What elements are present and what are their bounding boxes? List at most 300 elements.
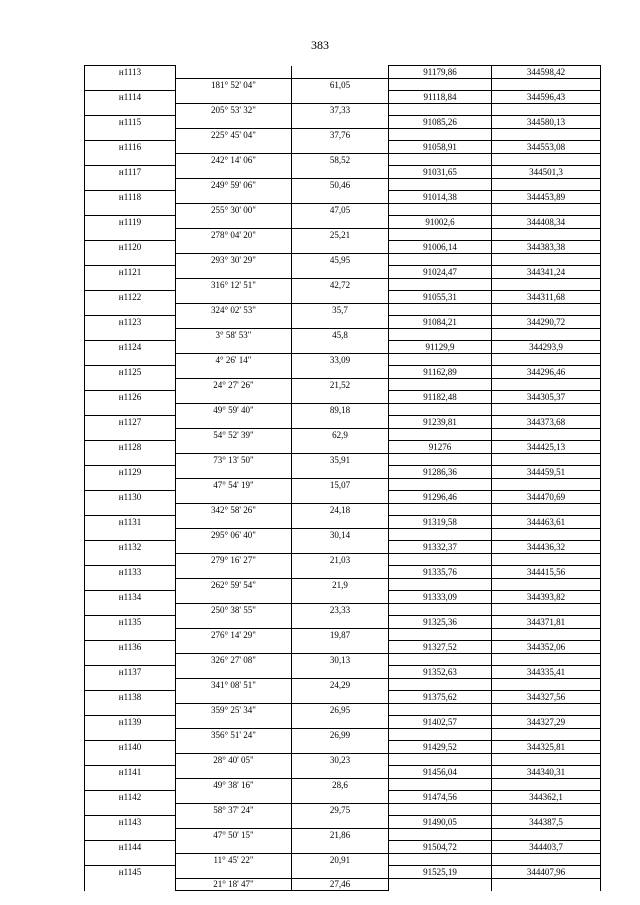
distance-cell: 62,9	[292, 428, 389, 441]
empty-angle-cell	[176, 91, 292, 104]
x-coordinate-cell: 91085,26	[389, 116, 492, 129]
segment-row	[85, 628, 601, 641]
x-coordinate-cell: 91006,14	[389, 241, 492, 254]
y-coordinate-cell: 344596,43	[492, 91, 601, 104]
point-name-cell: н1139	[85, 716, 176, 729]
segment-row	[85, 678, 601, 691]
y-coordinate-cell: 344436,32	[492, 541, 601, 554]
direction-angle-cell: 11° 45' 22"	[176, 853, 292, 866]
direction-angle-cell: 359° 25' 34"	[176, 703, 292, 716]
empty-distance-cell	[292, 716, 389, 729]
point-row	[85, 691, 601, 704]
empty-angle-cell	[176, 591, 292, 604]
direction-angle-cell: 3° 58' 53"	[176, 328, 292, 341]
empty-point-cell	[85, 103, 176, 116]
direction-angle-cell: 342° 58' 26"	[176, 503, 292, 516]
y-coordinate-cell: 344305,37	[492, 391, 601, 404]
point-name-cell: н1115	[85, 116, 176, 129]
point-name-cell: н1136	[85, 641, 176, 654]
empty-x-cell	[389, 353, 492, 366]
point-name-cell: н1137	[85, 666, 176, 679]
empty-x-cell	[389, 753, 492, 766]
distance-cell: 21,52	[292, 378, 389, 391]
point-name-cell: н1126	[85, 391, 176, 404]
empty-x-cell	[389, 828, 492, 841]
x-coordinate-cell: 91456,04	[389, 766, 492, 779]
empty-point-cell	[85, 678, 176, 691]
empty-point-cell	[85, 128, 176, 141]
empty-point-cell	[85, 353, 176, 366]
empty-x-cell	[389, 703, 492, 716]
empty-y-cell	[492, 853, 601, 866]
empty-x-cell	[389, 403, 492, 416]
distance-cell: 30,14	[292, 528, 389, 541]
point-name-cell: н1143	[85, 816, 176, 829]
y-coordinate-cell: 344371,81	[492, 616, 601, 629]
segment-row	[85, 403, 601, 416]
point-row	[85, 766, 601, 779]
distance-cell: 20,91	[292, 853, 389, 866]
point-row	[85, 66, 601, 79]
distance-cell: 21,86	[292, 828, 389, 841]
segment-row	[85, 278, 601, 291]
direction-angle-cell: 49° 38' 16"	[176, 778, 292, 791]
empty-angle-cell	[176, 341, 292, 354]
point-name-cell: н1140	[85, 741, 176, 754]
direction-angle-cell: 276° 14' 29"	[176, 628, 292, 641]
direction-angle-cell: 225° 45' 04"	[176, 128, 292, 141]
y-coordinate-cell: 344340,31	[492, 766, 601, 779]
y-coordinate-cell: 344341,24	[492, 266, 601, 279]
empty-x-cell	[389, 628, 492, 641]
empty-angle-cell	[176, 766, 292, 779]
y-coordinate-cell: 344373,68	[492, 416, 601, 429]
x-coordinate-cell: 91129,9	[389, 341, 492, 354]
point-row	[85, 441, 601, 454]
point-name-cell: н1132	[85, 541, 176, 554]
empty-distance-cell	[292, 91, 389, 104]
empty-y-cell	[492, 728, 601, 741]
distance-cell: 61,05	[292, 78, 389, 91]
empty-y-cell	[492, 78, 601, 91]
empty-distance-cell	[292, 216, 389, 229]
empty-point-cell	[85, 228, 176, 241]
distance-cell: 89,18	[292, 403, 389, 416]
point-row	[85, 416, 601, 429]
direction-angle-cell: 356° 51' 24"	[176, 728, 292, 741]
segment-row	[85, 78, 601, 91]
point-name-cell: н1144	[85, 841, 176, 854]
distance-cell: 26,99	[292, 728, 389, 741]
point-row	[85, 191, 601, 204]
distance-cell: 24,29	[292, 678, 389, 691]
empty-distance-cell	[292, 541, 389, 554]
empty-angle-cell	[176, 516, 292, 529]
empty-y-cell	[492, 653, 601, 666]
empty-x-cell	[389, 103, 492, 116]
empty-x-cell	[389, 178, 492, 191]
empty-y-cell	[492, 178, 601, 191]
x-coordinate-cell: 91024,47	[389, 266, 492, 279]
point-name-cell: н1145	[85, 866, 176, 879]
distance-cell: 15,07	[292, 478, 389, 491]
empty-y-cell	[492, 828, 601, 841]
empty-x-cell	[389, 778, 492, 791]
distance-cell: 50,46	[292, 178, 389, 191]
empty-angle-cell	[176, 866, 292, 879]
empty-y-cell	[492, 528, 601, 541]
empty-y-cell	[492, 628, 601, 641]
point-row	[85, 666, 601, 679]
y-coordinate-cell: 344580,13	[492, 116, 601, 129]
empty-point-cell	[85, 328, 176, 341]
segment-row	[85, 328, 601, 341]
empty-distance-cell	[292, 116, 389, 129]
empty-angle-cell	[176, 291, 292, 304]
empty-distance-cell	[292, 266, 389, 279]
direction-angle-cell: 24° 27' 26"	[176, 378, 292, 391]
empty-point-cell	[85, 303, 176, 316]
empty-distance-cell	[292, 841, 389, 854]
empty-point-cell	[85, 853, 176, 866]
empty-point-cell	[85, 503, 176, 516]
empty-x-cell	[389, 303, 492, 316]
direction-angle-cell: 47° 54' 19"	[176, 478, 292, 491]
empty-x-cell	[389, 253, 492, 266]
empty-angle-cell	[176, 716, 292, 729]
x-coordinate-cell: 91525,19	[389, 866, 492, 879]
empty-distance-cell	[292, 316, 389, 329]
y-coordinate-cell: 344415,56	[492, 566, 601, 579]
empty-distance-cell	[292, 641, 389, 654]
y-coordinate-cell: 344453,89	[492, 191, 601, 204]
x-coordinate-cell: 91474,56	[389, 791, 492, 804]
point-name-cell: н1130	[85, 491, 176, 504]
empty-point-cell	[85, 753, 176, 766]
empty-angle-cell	[176, 416, 292, 429]
x-coordinate-cell: 91327,52	[389, 641, 492, 654]
empty-angle-cell	[176, 491, 292, 504]
empty-y-cell	[492, 128, 601, 141]
point-row	[85, 566, 601, 579]
empty-angle-cell	[176, 241, 292, 254]
point-name-cell: н1116	[85, 141, 176, 154]
distance-cell: 35,7	[292, 303, 389, 316]
point-row	[85, 516, 601, 529]
empty-angle-cell	[176, 166, 292, 179]
direction-angle-cell: 47° 50' 15"	[176, 828, 292, 841]
segment-row	[85, 778, 601, 791]
empty-y-cell	[492, 503, 601, 516]
empty-x-cell	[389, 78, 492, 91]
direction-angle-cell: 278° 04' 20"	[176, 228, 292, 241]
segment-row	[85, 453, 601, 466]
point-name-cell: н1142	[85, 791, 176, 804]
x-coordinate-cell: 91352,63	[389, 666, 492, 679]
direction-angle-cell: 58° 37' 24"	[176, 803, 292, 816]
direction-angle-cell: 279° 16' 27"	[176, 553, 292, 566]
point-name-cell: н1125	[85, 366, 176, 379]
empty-distance-cell	[292, 166, 389, 179]
direction-angle-cell: 54° 52' 39"	[176, 428, 292, 441]
segment-row	[85, 853, 601, 866]
segment-row	[85, 103, 601, 116]
empty-x-cell	[389, 878, 492, 891]
page-number: 383	[311, 38, 329, 52]
point-row	[85, 816, 601, 829]
distance-cell: 30,13	[292, 653, 389, 666]
direction-angle-cell: 324° 02' 53"	[176, 303, 292, 316]
segment-row	[85, 178, 601, 191]
y-coordinate-cell: 344325,81	[492, 741, 601, 754]
empty-y-cell	[492, 153, 601, 166]
point-name-cell: н1138	[85, 691, 176, 704]
distance-cell: 45,8	[292, 328, 389, 341]
empty-distance-cell	[292, 191, 389, 204]
y-coordinate-cell: 344407,96	[492, 866, 601, 879]
empty-y-cell	[492, 778, 601, 791]
point-row	[85, 466, 601, 479]
empty-y-cell	[492, 103, 601, 116]
empty-point-cell	[85, 178, 176, 191]
segment-row	[85, 703, 601, 716]
empty-point-cell	[85, 403, 176, 416]
empty-x-cell	[389, 203, 492, 216]
empty-angle-cell	[176, 691, 292, 704]
segment-row	[85, 228, 601, 241]
distance-cell: 27,46	[292, 878, 389, 891]
empty-angle-cell	[176, 466, 292, 479]
empty-angle-cell	[176, 816, 292, 829]
empty-x-cell	[389, 528, 492, 541]
point-row	[85, 216, 601, 229]
point-row	[85, 366, 601, 379]
empty-x-cell	[389, 803, 492, 816]
point-name-cell: н1119	[85, 216, 176, 229]
empty-y-cell	[492, 378, 601, 391]
distance-cell: 47,05	[292, 203, 389, 216]
point-row	[85, 741, 601, 754]
x-coordinate-cell: 91031,65	[389, 166, 492, 179]
empty-x-cell	[389, 653, 492, 666]
x-coordinate-cell: 91335,76	[389, 566, 492, 579]
x-coordinate-cell: 91375,62	[389, 691, 492, 704]
empty-x-cell	[389, 478, 492, 491]
direction-angle-cell: 262° 59' 54"	[176, 578, 292, 591]
distance-cell: 19,87	[292, 628, 389, 641]
x-coordinate-cell: 91504,72	[389, 841, 492, 854]
segment-row	[85, 603, 601, 616]
segment-row	[85, 478, 601, 491]
y-coordinate-cell: 344383,38	[492, 241, 601, 254]
empty-x-cell	[389, 228, 492, 241]
x-coordinate-cell: 91182,48	[389, 391, 492, 404]
empty-angle-cell	[176, 666, 292, 679]
segment-row	[85, 128, 601, 141]
empty-point-cell	[85, 203, 176, 216]
empty-x-cell	[389, 678, 492, 691]
empty-point-cell	[85, 528, 176, 541]
y-coordinate-cell: 344393,82	[492, 591, 601, 604]
point-name-cell: н1141	[85, 766, 176, 779]
segment-row	[85, 728, 601, 741]
distance-cell: 33,09	[292, 353, 389, 366]
point-row	[85, 291, 601, 304]
x-coordinate-cell: 91055,31	[389, 291, 492, 304]
empty-y-cell	[492, 478, 601, 491]
empty-x-cell	[389, 428, 492, 441]
empty-point-cell	[85, 78, 176, 91]
point-name-cell: н1121	[85, 266, 176, 279]
empty-angle-cell	[176, 566, 292, 579]
empty-distance-cell	[292, 566, 389, 579]
direction-angle-cell: 249° 59' 06"	[176, 178, 292, 191]
empty-distance-cell	[292, 766, 389, 779]
empty-x-cell	[389, 553, 492, 566]
distance-cell: 58,52	[292, 153, 389, 166]
empty-angle-cell	[176, 116, 292, 129]
y-coordinate-cell: 344296,46	[492, 366, 601, 379]
empty-x-cell	[389, 128, 492, 141]
empty-x-cell	[389, 503, 492, 516]
empty-distance-cell	[292, 516, 389, 529]
x-coordinate-cell: 91490,05	[389, 816, 492, 829]
segment-row	[85, 353, 601, 366]
x-coordinate-cell: 91014,38	[389, 191, 492, 204]
direction-angle-cell: 4° 26' 14"	[176, 353, 292, 366]
direction-angle-cell: 242° 14' 06"	[176, 153, 292, 166]
direction-angle-cell: 205° 53' 32"	[176, 103, 292, 116]
empty-distance-cell	[292, 591, 389, 604]
empty-y-cell	[492, 428, 601, 441]
empty-angle-cell	[176, 316, 292, 329]
empty-angle-cell	[176, 641, 292, 654]
distance-cell: 37,33	[292, 103, 389, 116]
x-coordinate-cell: 91296,46	[389, 491, 492, 504]
x-coordinate-cell: 91286,36	[389, 466, 492, 479]
empty-angle-cell	[176, 841, 292, 854]
empty-y-cell	[492, 553, 601, 566]
empty-x-cell	[389, 453, 492, 466]
x-coordinate-cell: 91002,6	[389, 216, 492, 229]
empty-y-cell	[492, 228, 601, 241]
point-name-cell: н1113	[85, 66, 176, 79]
empty-distance-cell	[292, 241, 389, 254]
y-coordinate-cell: 344553,08	[492, 141, 601, 154]
point-row	[85, 116, 601, 129]
empty-point-cell	[85, 478, 176, 491]
direction-angle-cell: 293° 30' 29"	[176, 253, 292, 266]
y-coordinate-cell: 344293,9	[492, 341, 601, 354]
empty-y-cell	[492, 303, 601, 316]
empty-point-cell	[85, 653, 176, 666]
segment-row	[85, 878, 601, 891]
segment-row	[85, 378, 601, 391]
empty-x-cell	[389, 578, 492, 591]
segment-row	[85, 153, 601, 166]
segment-row	[85, 653, 601, 666]
empty-distance-cell	[292, 391, 389, 404]
distance-cell: 29,75	[292, 803, 389, 816]
segment-row	[85, 428, 601, 441]
point-row	[85, 841, 601, 854]
point-row	[85, 641, 601, 654]
empty-distance-cell	[292, 666, 389, 679]
distance-cell: 21,9	[292, 578, 389, 591]
y-coordinate-cell: 344290,72	[492, 316, 601, 329]
point-row	[85, 91, 601, 104]
empty-distance-cell	[292, 616, 389, 629]
direction-angle-cell: 28° 40' 05"	[176, 753, 292, 766]
empty-distance-cell	[292, 791, 389, 804]
distance-cell: 42,72	[292, 278, 389, 291]
empty-y-cell	[492, 878, 601, 891]
y-coordinate-cell: 344408,34	[492, 216, 601, 229]
empty-distance-cell	[292, 66, 389, 79]
segment-row	[85, 828, 601, 841]
empty-point-cell	[85, 278, 176, 291]
empty-y-cell	[492, 678, 601, 691]
point-row	[85, 791, 601, 804]
empty-x-cell	[389, 728, 492, 741]
empty-y-cell	[492, 203, 601, 216]
empty-y-cell	[492, 603, 601, 616]
y-coordinate-cell: 344387,5	[492, 816, 601, 829]
x-coordinate-cell: 91332,37	[389, 541, 492, 554]
x-coordinate-cell: 91239,81	[389, 416, 492, 429]
empty-point-cell	[85, 603, 176, 616]
empty-distance-cell	[292, 416, 389, 429]
point-row	[85, 316, 601, 329]
coordinates-table-body	[85, 66, 601, 891]
empty-angle-cell	[176, 141, 292, 154]
empty-distance-cell	[292, 291, 389, 304]
direction-angle-cell: 73° 13' 50"	[176, 453, 292, 466]
point-row	[85, 391, 601, 404]
empty-point-cell	[85, 728, 176, 741]
empty-x-cell	[389, 278, 492, 291]
distance-cell: 25,21	[292, 228, 389, 241]
x-coordinate-cell: 91162,89	[389, 366, 492, 379]
segment-row	[85, 203, 601, 216]
y-coordinate-cell: 344463,61	[492, 516, 601, 529]
empty-point-cell	[85, 578, 176, 591]
segment-row	[85, 503, 601, 516]
point-row	[85, 166, 601, 179]
y-coordinate-cell: 344327,29	[492, 716, 601, 729]
empty-x-cell	[389, 153, 492, 166]
y-coordinate-cell: 344501,3	[492, 166, 601, 179]
empty-angle-cell	[176, 366, 292, 379]
empty-y-cell	[492, 278, 601, 291]
direction-angle-cell: 295° 06' 40"	[176, 528, 292, 541]
point-name-cell: н1118	[85, 191, 176, 204]
segment-row	[85, 803, 601, 816]
empty-distance-cell	[292, 866, 389, 879]
empty-x-cell	[389, 853, 492, 866]
empty-distance-cell	[292, 491, 389, 504]
segment-row	[85, 578, 601, 591]
empty-angle-cell	[176, 216, 292, 229]
distance-cell: 37,76	[292, 128, 389, 141]
direction-angle-cell: 49° 59' 40"	[176, 403, 292, 416]
segment-row	[85, 528, 601, 541]
empty-angle-cell	[176, 266, 292, 279]
distance-cell: 24,18	[292, 503, 389, 516]
point-name-cell: н1127	[85, 416, 176, 429]
y-coordinate-cell: 344425,13	[492, 441, 601, 454]
y-coordinate-cell: 344327,56	[492, 691, 601, 704]
